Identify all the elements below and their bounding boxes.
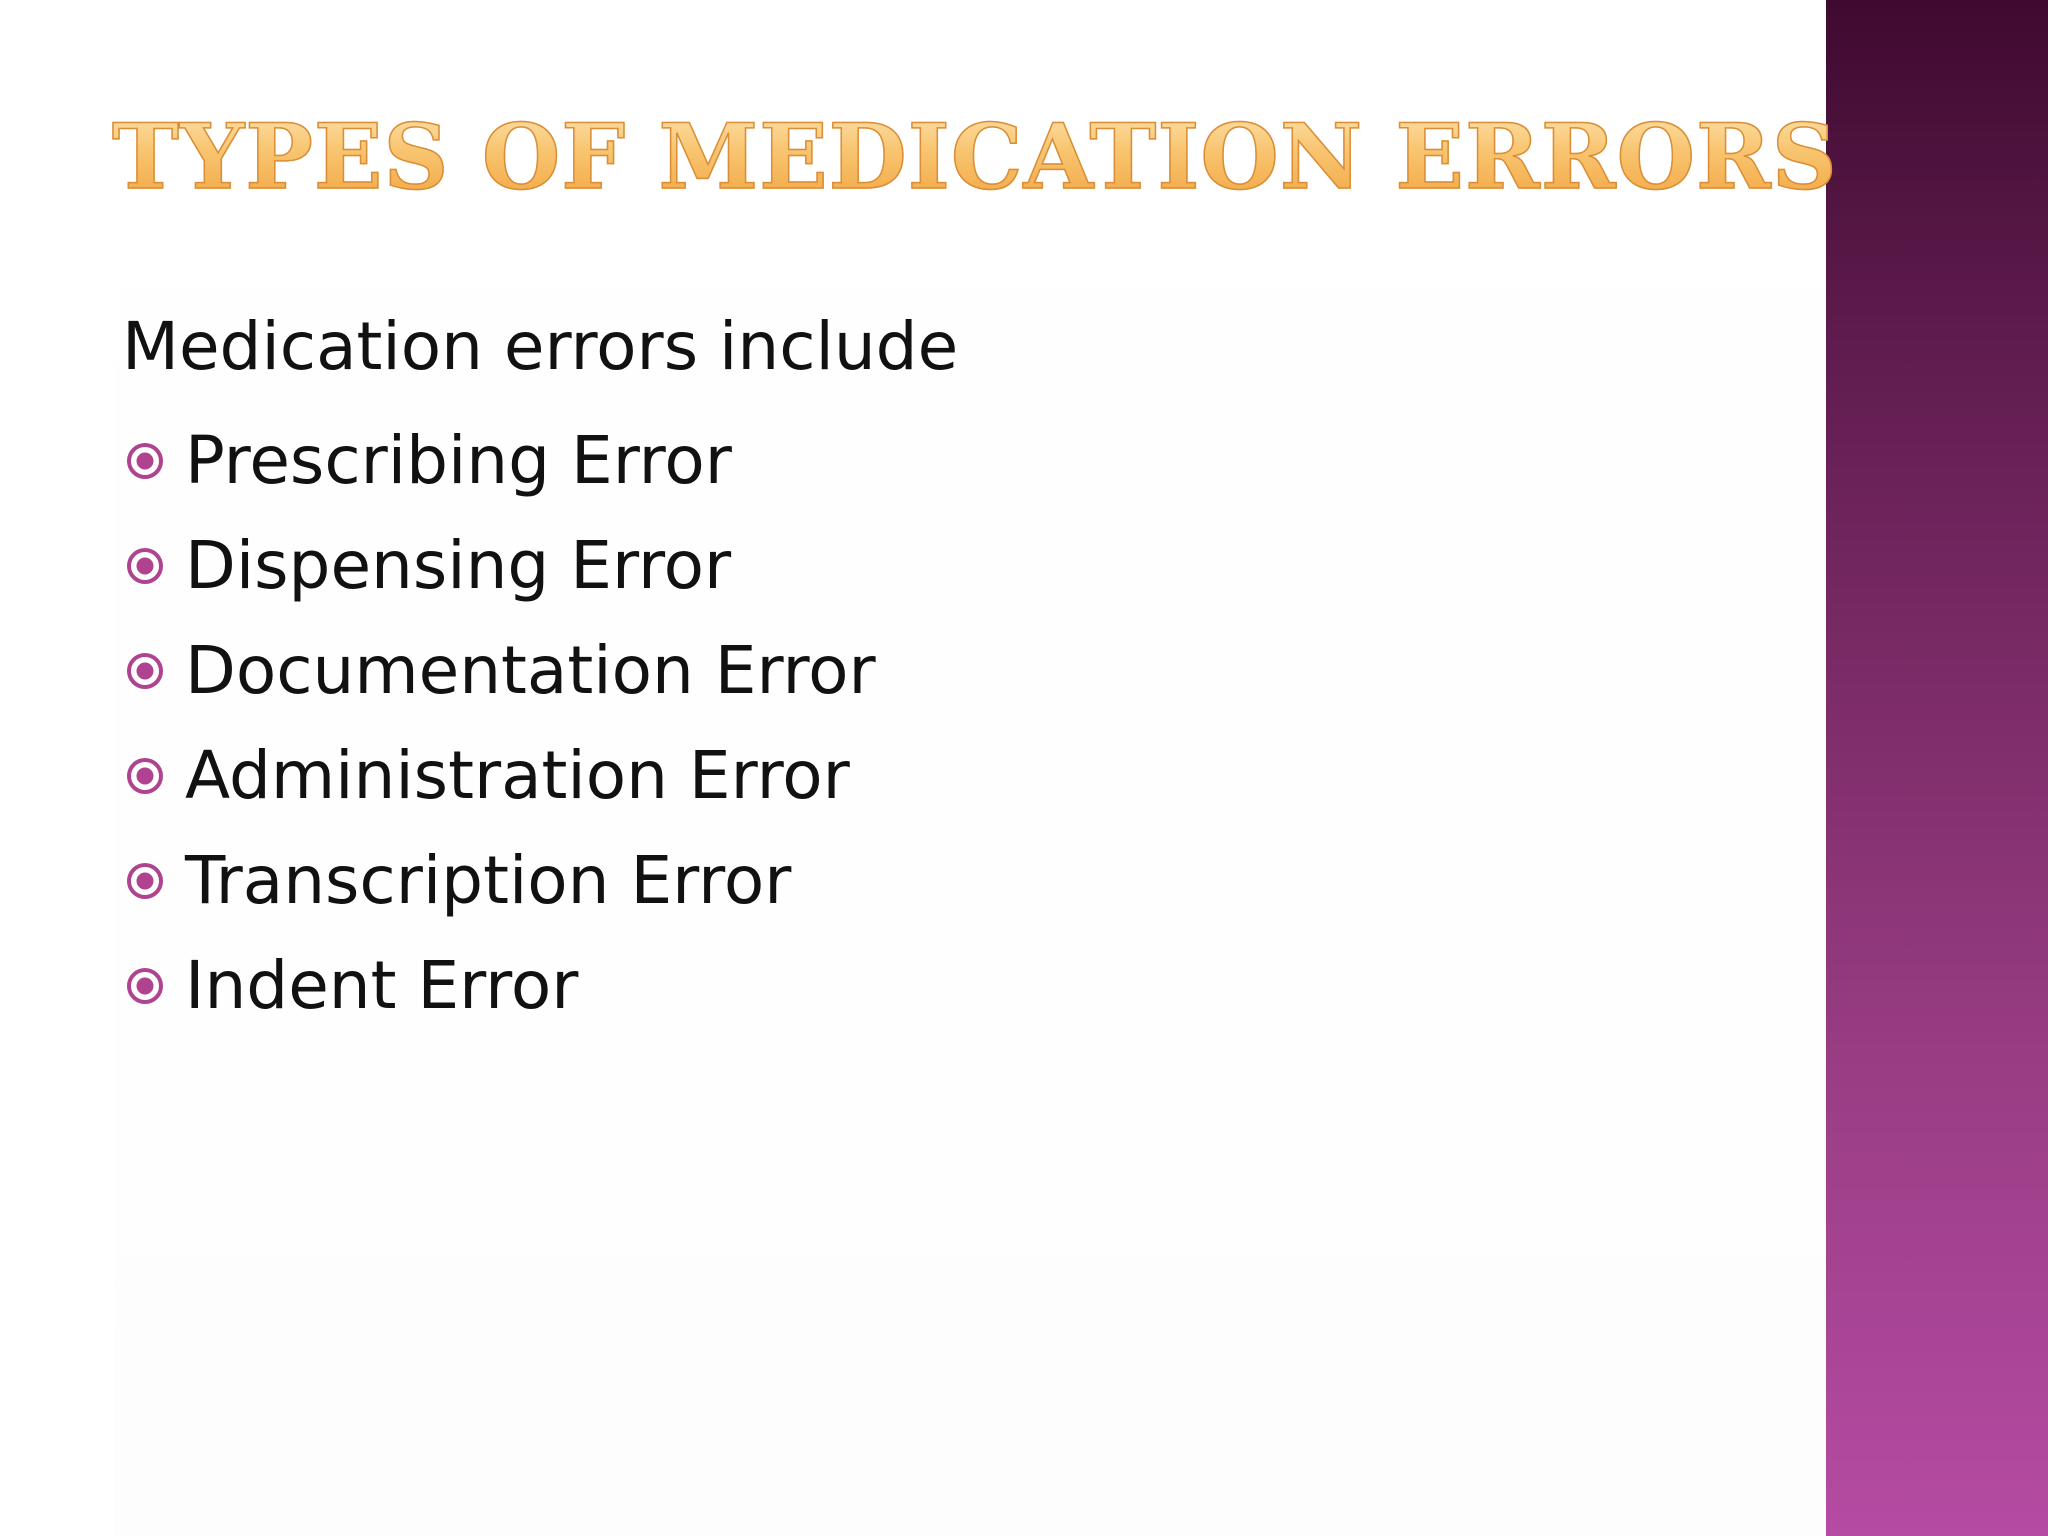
circled-dot-icon <box>125 966 165 1006</box>
list-item <box>125 828 876 933</box>
slide-title: TYPES OF MEDICATION ERRORS <box>112 104 1838 210</box>
list-item-label: Prescribing Error <box>185 422 732 499</box>
circled-dot-icon <box>125 441 165 481</box>
circled-dot-icon <box>125 861 165 901</box>
bullet-list <box>125 408 876 1038</box>
intro-text: Medication errors include <box>122 308 959 385</box>
list-item <box>125 408 876 513</box>
list-item <box>125 513 876 618</box>
list-item-label: Transcription Error <box>185 842 792 919</box>
list-item-label: Documentation Error <box>185 632 876 709</box>
circled-dot-icon <box>125 651 165 691</box>
list-item-label: Indent Error <box>185 947 579 1024</box>
list-item <box>125 933 876 1038</box>
circled-dot-icon <box>125 546 165 586</box>
list-item <box>125 723 876 828</box>
list-item <box>125 618 876 723</box>
list-item-label: Dispensing Error <box>185 527 732 604</box>
circled-dot-icon <box>125 756 165 796</box>
decorative-side-bar <box>1826 0 2048 1536</box>
list-item-label: Administration Error <box>185 737 850 814</box>
